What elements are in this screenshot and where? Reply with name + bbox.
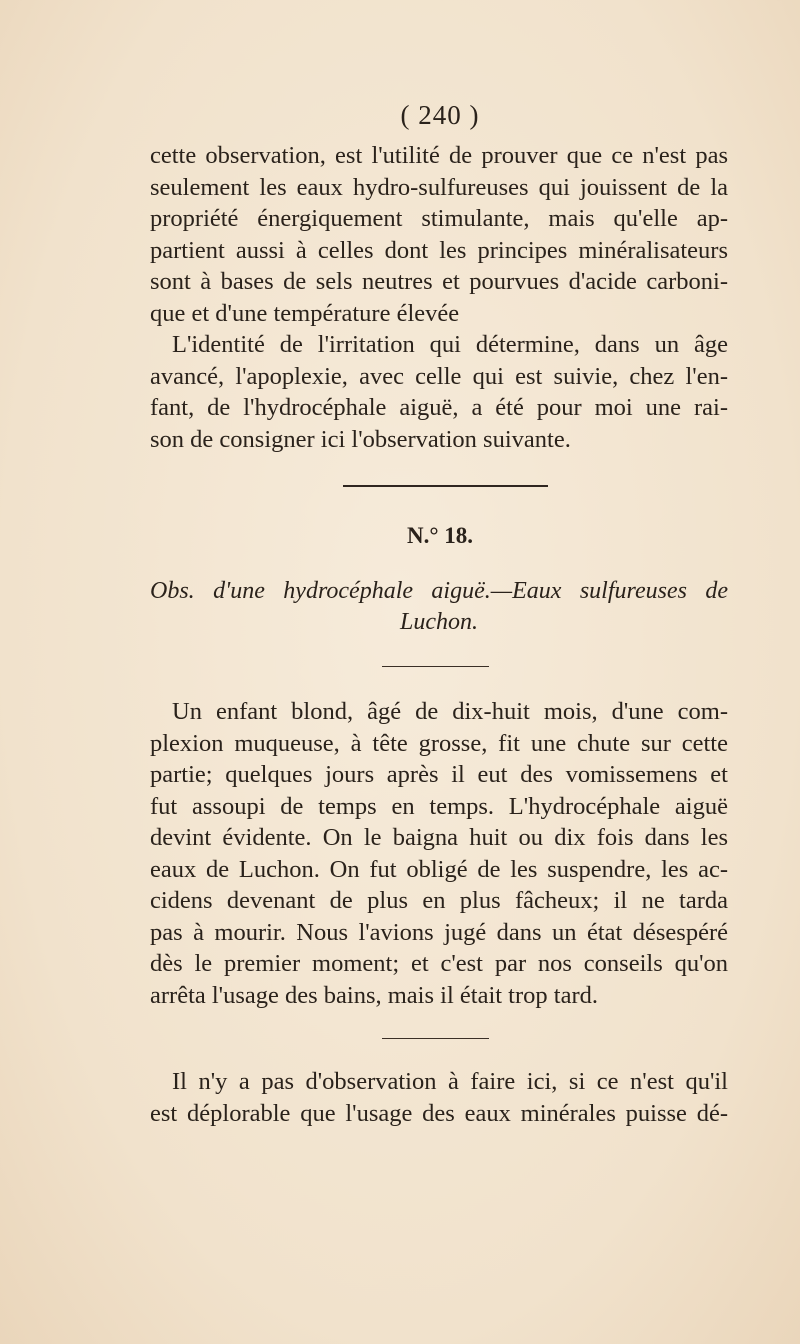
title-underline [382,666,489,667]
section-title-line: Luchon. [400,609,478,635]
paragraph-divider [382,1038,489,1039]
text-line: sont à bases de sels neutres et pourvues d'acide carboni- [150,268,728,295]
section-title [150,576,728,638]
text-line: partie; quelques jours après il eut des vomissemens et [150,761,728,788]
observation-number: N.° 18. [406,523,474,548]
section-title-line: Obs. d'une hydrocéphale aiguë.—Eaux sulfureuses de [150,578,728,604]
text-line: arrêta l'usage des bains, mais il était trop tard. [150,981,598,1009]
text-line: fant, de l'hydrocéphale aiguë, a été pour moi une rai- [150,394,728,421]
top-paragraph [150,140,728,329]
text-line: eaux de Luchon. On fut obligé de les suspendre, les ac- [150,855,728,883]
text-line: seulement les eaux hydro-sulfureuses qui jouissent de la [150,173,728,201]
case-paragraph [150,696,728,1011]
second-paragraph [150,329,728,455]
section-heading [0,522,800,550]
text-line: partient aussi à celles dont les principes minéralisateurs [150,236,728,264]
text-line: Il n'y a pas d'observation à faire ici, si ce n'est qu'il [172,1068,728,1095]
text-line: son de consigner ici l'observation suivante. [150,425,571,453]
text-line: que et d'une température élevée [150,299,460,327]
text-line: plexion muqueuse, à tête grosse, fit une chute sur cette [150,729,728,757]
text-line: cette observation, est l'utilité de prouver que ce n'est pas [150,142,728,169]
text-line: avancé, l'apoplexie, avec celle qui est suivie, chez l'en- [150,362,728,390]
page-number: ( 240 ) [400,100,480,130]
text-line: dès le premier moment; et c'est par nos conseils qu'on [150,950,728,977]
text-line: pas à mourir. Nous l'avions jugé dans un état désespéré [150,918,728,946]
text-line: Un enfant blond, âgé de dix-huit mois, d'une com- [172,698,728,725]
text-line: devint évidente. On le baigna huit ou dix fois dans les [150,824,728,851]
text-line: fut assoupi de temps en temps. L'hydrocéphale aiguë [150,792,728,820]
text-line: L'identité de l'irritation qui détermine, dans un âge [172,331,728,358]
final-paragraph [150,1066,728,1129]
text-line: est déplorable que l'usage des eaux minérales puisse dé- [150,1099,728,1127]
section-divider [343,485,548,487]
text-line: propriété énergiquement stimulante, mais qu'elle ap- [150,205,728,232]
text-line: cidens devenant de plus en plus fâcheux; il ne tarda [150,887,728,914]
